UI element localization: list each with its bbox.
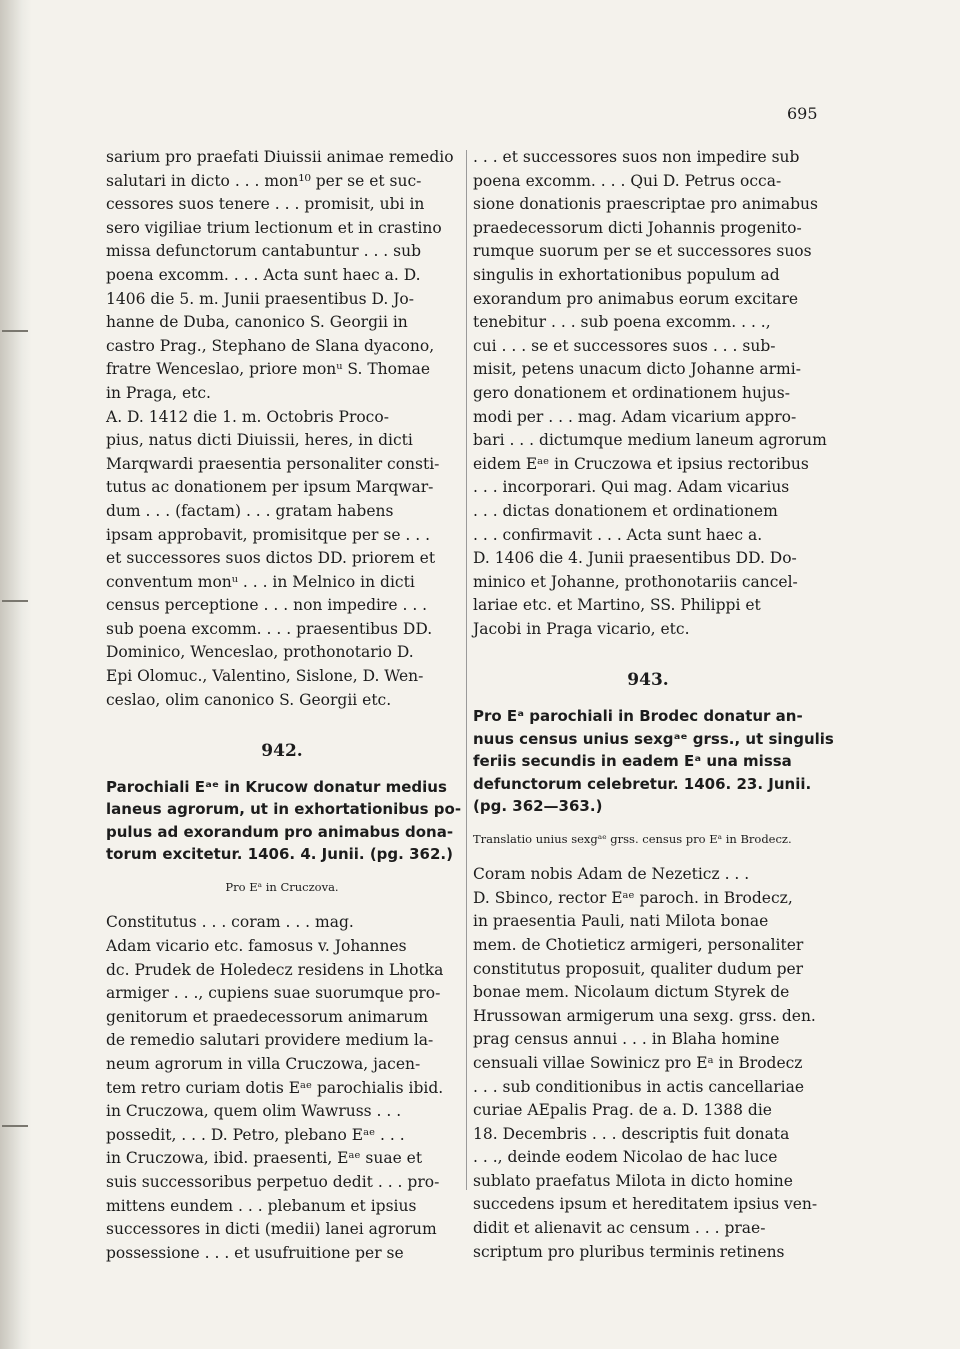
text-line: exorandum pro animabus eorum excitare xyxy=(473,289,799,308)
text-line: eidem Eᵃᵉ in Cruczowa et ipsius rectoribus xyxy=(473,454,809,473)
text-line: poena excomm. . . . Qui D. Petrus occa- xyxy=(473,171,782,190)
text-line: . . . incorporari. Qui mag. Adam vicarius xyxy=(473,478,790,497)
text-line: in Cruczowa, ibid. praesenti, Eᵃᵉ suae et xyxy=(106,1149,423,1168)
text-line: bonae mem. Nicolaum dictum Styrek de xyxy=(473,983,790,1002)
text-line: sero vigiliae trium lectionum et in crastino xyxy=(106,218,442,237)
right-paragraph-a xyxy=(473,146,827,641)
text-line: armiger . . ., cupiens suae suorumque pro- xyxy=(106,984,441,1003)
text-line: possessione . . . et usufruitione per se xyxy=(106,1243,404,1262)
text-line: Jacobi in Praga vicario, etc. xyxy=(473,619,690,638)
text-line: conventum monᵘ . . . in Melnico in dicti xyxy=(106,572,415,591)
scan-edge-shadow xyxy=(0,0,32,1349)
text-line: cessores suos tenere . . . promisit, ubi in xyxy=(106,195,425,214)
scan-mark xyxy=(2,1125,28,1127)
text-line: . . . sub conditionibus in actis cancellariae xyxy=(473,1077,805,1096)
left-column xyxy=(106,146,462,1265)
text-line: Dominico, Wenceslao, prothonotario D. xyxy=(106,643,414,662)
text-line: census perceptione . . . non impedire . . . xyxy=(106,596,428,615)
text-line: 1406 die 5. m. Junii praesentibus D. Jo- xyxy=(106,289,414,308)
text-line: genitorum et praedecessorum animarum xyxy=(106,1007,429,1026)
text-line: poena excomm. . . . Acta sunt haec a. D. xyxy=(106,265,421,284)
text-line: cui . . . se et successores suos . . . sub- xyxy=(473,336,776,355)
text-line: in Cruczowa, quem olim Wawruss . . . xyxy=(106,1102,402,1121)
text-line: didit et alienavit ac censum . . . prae- xyxy=(473,1219,766,1238)
text-line: salutari in dicto . . . mon¹⁰ per se et suc- xyxy=(106,171,422,190)
text-line: rumque suorum per se et successores suos xyxy=(473,242,812,261)
text-line: sione donationis praescriptae pro animabus xyxy=(473,195,818,214)
text-line: minico et Johanne, prothonotariis cancel- xyxy=(473,572,798,591)
text-line: prag census annui . . . in Blaha homine xyxy=(473,1030,780,1049)
text-line: hanne de Duba, canonico S. Georgii in xyxy=(106,313,408,332)
text-line: censuali villae Sowinicz pro Eᵃ in Brodecz xyxy=(473,1053,803,1072)
text-line: modi per . . . mag. Adam vicarium appro- xyxy=(473,407,797,426)
text-line: Constitutus . . . coram . . . mag. xyxy=(106,913,354,932)
text-line: scriptum pro pluribus terminis retinens xyxy=(473,1242,785,1261)
text-line: successores in dicti (medii) lanei agrorum xyxy=(106,1220,437,1239)
text-line: possedit, . . . D. Petro, plebano Eᵃᵉ . . . xyxy=(106,1125,405,1144)
text-line: 18. Decembris . . . descriptis fuit donata xyxy=(473,1124,790,1143)
entry-heading-943 xyxy=(473,705,834,818)
text-line: tenebitur . . . sub poena excomm. . . ., xyxy=(473,313,771,332)
scan-mark xyxy=(2,600,28,602)
text-line: pulus ad exorandum pro animabus dona- xyxy=(106,822,454,841)
text-line: gero donationem et ordinationem hujus- xyxy=(473,383,790,402)
text-line: in Praga, etc. xyxy=(106,383,211,402)
text-line: constitutus proposuit, qualiter dudum per xyxy=(473,959,804,978)
text-line: . . . dictas donationem et ordinationem xyxy=(473,501,778,520)
text-line: suis successoribus perpetuo dedit . . . pro- xyxy=(106,1172,440,1191)
text-line: dum . . . (factam) . . . gratam habens xyxy=(106,501,394,520)
text-line: Pro Eᵃ parochiali in Brodec donatur an- xyxy=(473,707,803,726)
text-line: . . . et successores suos non impedire sub xyxy=(473,148,800,166)
text-line: bari . . . dictumque medium laneum agrorum xyxy=(473,431,827,450)
text-line: pius, natus dicti Diuissii, heres, in dicti xyxy=(106,431,413,450)
text-line: Epi Olomuc., Valentino, Sislone, D. Wen- xyxy=(106,667,424,686)
text-line: succedens ipsum et hereditatem ipsius ven- xyxy=(473,1195,818,1214)
text-line: neum agrorum in villa Cruczowa, jacen- xyxy=(106,1055,421,1073)
text-line: singulis in exhortationibus populum ad xyxy=(473,265,780,284)
left-paragraph-a xyxy=(106,146,458,406)
entry-subtitle-942: Pro Eᵃ in Cruczova. xyxy=(225,879,339,894)
text-line: castro Prag., Stephano de Slana dyacono, xyxy=(106,336,435,355)
text-line: nuus census unius sexgᵃᵉ grss., ut singulis xyxy=(473,729,834,748)
text-line: (pg. 362—363.) xyxy=(473,797,603,816)
text-line: defunctorum celebretur. 1406. 23. Junii. xyxy=(473,774,812,793)
text-line: Coram nobis Adam de Nezeticz . . . xyxy=(473,865,750,884)
entry-body-942 xyxy=(106,911,458,1265)
scan-mark xyxy=(2,330,28,332)
text-line: in praesentia Pauli, nati Milota bonae xyxy=(473,912,769,931)
text-line: mittens eundem . . . plebanum et ipsius xyxy=(106,1196,417,1215)
text-line: A. D. 1412 die 1. m. Octobris Proco- xyxy=(106,407,389,426)
text-line: sarium pro praefati Diuissii animae remedio xyxy=(106,148,454,166)
entry-body-943 xyxy=(473,863,823,1264)
right-column xyxy=(473,146,834,1264)
text-line: de remedio salutari providere medium la- xyxy=(106,1031,434,1050)
entry-number-943: 943. xyxy=(627,670,669,691)
text-line: Adam vicario etc. famosus v. Johannes xyxy=(106,937,407,956)
text-line: Marqwardi praesentia personaliter consti- xyxy=(106,454,440,473)
entry-heading-942 xyxy=(106,776,462,866)
text-line: ceslao, olim canonico S. Georgii etc. xyxy=(106,690,392,709)
column-divider xyxy=(466,150,467,1190)
text-line: D. 1406 die 4. Junii praesentibus DD. Do- xyxy=(473,549,797,568)
text-line: praedecessorum dicti Johannis progenito- xyxy=(473,218,802,237)
page-number: 695 xyxy=(787,104,818,123)
text-line: mem. de Chotieticz armigeri, personaliter xyxy=(473,935,804,954)
entry-number-942: 942. xyxy=(261,741,303,762)
text-line: laneus agrorum, ut in exhortationibus po- xyxy=(106,800,462,819)
text-line: torum excitetur. 1406. 4. Junii. (pg. 362.) xyxy=(106,845,453,864)
text-line: lariae etc. et Martino, SS. Philippi et xyxy=(473,596,761,615)
text-line: Parochiali Eᵃᵉ in Krucow donatur medius xyxy=(106,777,447,796)
entry-subtitle-943: Translatio unius sexgᵃᵉ grss. census pro Eᵃ in Brodecz. xyxy=(473,831,792,846)
text-line: misit, petens unacum dicto Johanne armi- xyxy=(473,360,801,379)
text-line: D. Sbinco, rector Eᵃᵉ paroch. in Brodecz, xyxy=(473,888,793,907)
text-line: missa defunctorum cantabuntur . . . sub xyxy=(106,242,422,261)
text-line: sub poena excomm. . . . praesentibus DD. xyxy=(106,619,433,638)
text-line: curiae AEpalis Prag. de a. D. 1388 die xyxy=(473,1101,772,1120)
left-paragraph-b xyxy=(106,406,458,713)
text-line: . . . confirmavit . . . Acta sunt haec a. xyxy=(473,525,763,544)
text-line: sublato praefatus Milota in dicto homine xyxy=(473,1171,793,1190)
text-line: ipsam approbavit, promisitque per se . . . xyxy=(106,525,431,544)
text-line: feriis secundis in eadem Eᵃ una missa xyxy=(473,752,792,771)
text-line: dc. Prudek de Holedecz residens in Lhotka xyxy=(106,960,444,979)
text-line: Hrussowan armigerum una sexg. grss. den. xyxy=(473,1006,816,1025)
text-line: . . ., deinde eodem Nicolao de hac luce xyxy=(473,1148,778,1167)
text-line: tem retro curiam dotis Eᵃᵉ parochialis ibid. xyxy=(106,1078,444,1097)
text-line: fratre Wenceslao, priore monᵘ S. Thomae xyxy=(106,360,431,379)
text-line: tutus ac donationem per ipsum Marqwar- xyxy=(106,478,434,497)
text-line: et successores suos dictos DD. priorem et xyxy=(106,549,436,568)
